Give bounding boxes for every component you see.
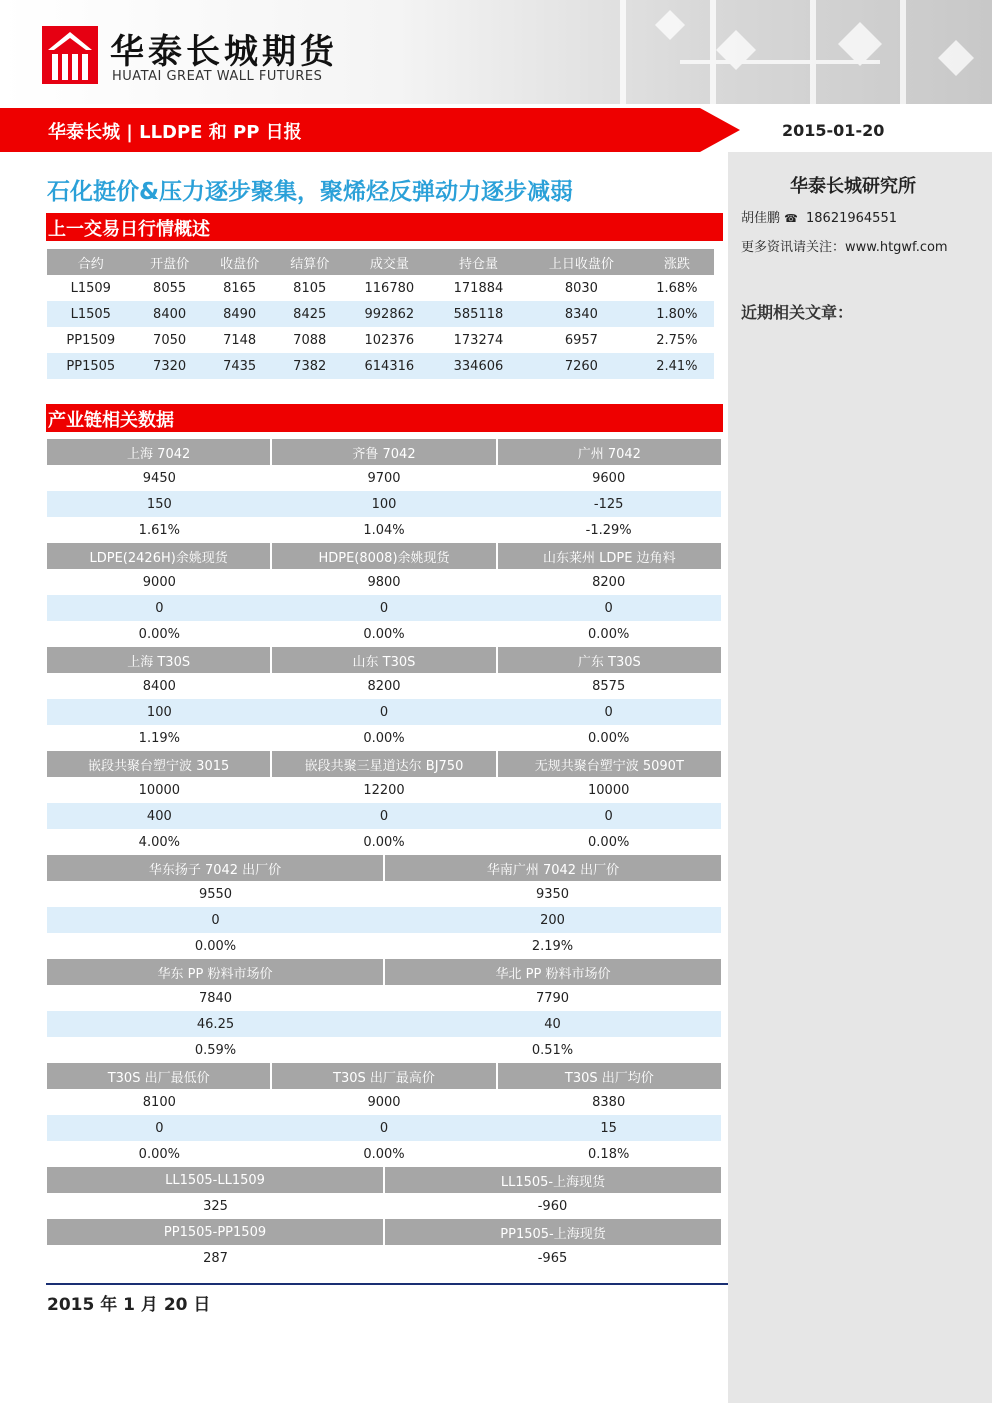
block-header: T30S 出厂均价 [564, 1070, 654, 1086]
block-header-row [47, 855, 721, 881]
table-cell: 7148 [223, 332, 257, 348]
block-cell: 150 [146, 496, 172, 512]
block-header-row [47, 1167, 721, 1193]
block-cell: 40 [544, 1016, 561, 1032]
author-name: 胡佳鹏 [741, 211, 781, 226]
block-header-row [47, 959, 721, 985]
block-cell: 0.00% [138, 1146, 180, 1162]
block-cell: 9000 [367, 1094, 401, 1110]
section-title: 产业链相关数据 [48, 410, 174, 431]
column-header: 开盘价 [135, 249, 205, 275]
block-cell: 0 [604, 704, 613, 720]
block-cell: 287 [203, 1250, 228, 1266]
table-cell: 8340 [523, 301, 640, 327]
block-header-row [47, 1219, 721, 1245]
block-cell: 12200 [363, 782, 405, 798]
table-row [47, 275, 714, 301]
related-articles-heading: 近期相关文章： [741, 303, 854, 322]
block-data-row [47, 1115, 721, 1141]
block-cell: 0.59% [194, 1042, 237, 1058]
block-header: 广东 T30S [577, 654, 641, 670]
block-header: 华东扬子 7042 出厂价 [47, 855, 385, 881]
block-header-row [47, 751, 721, 777]
column-header: 收盘价 [205, 249, 275, 275]
block-header: 嵌段共聚台塑宁波 3015 [47, 751, 272, 777]
block-header: LL1505-LL1509 [47, 1167, 385, 1193]
block-header: 广州 7042 [577, 446, 641, 462]
block-cell: 1.04% [363, 522, 405, 538]
author-line [741, 207, 897, 226]
block-data-row [47, 1193, 721, 1219]
block-header: T30S 出厂最低价 [47, 1063, 272, 1089]
headline: 石化挺价&压力逐步聚集，聚烯烃反弹动力逐步减弱 [47, 179, 574, 205]
block-cell: 0 [379, 1120, 389, 1136]
block-header-row [47, 647, 721, 673]
block-data-row [47, 777, 721, 803]
block-data-row [47, 1245, 721, 1271]
table-cell: 1.80% [640, 301, 714, 327]
block-cell: -960 [537, 1198, 568, 1214]
column-header: 结算价 [275, 249, 345, 275]
block-cell: 1.19% [138, 730, 180, 746]
section-market-overview-bar [46, 213, 723, 241]
block-data-row [47, 595, 721, 621]
table-cell: 8030 [564, 280, 598, 296]
block-cell: 0.00% [588, 834, 630, 850]
table-cell: 7382 [275, 353, 345, 379]
more-info: 更多资讯请关注：www.htgwf.com [741, 240, 948, 255]
table-row [47, 327, 714, 353]
report-title: 华泰长城 | LLDPE 和 PP 日报 [48, 122, 302, 143]
block-data-row [47, 569, 721, 595]
block-header: 山东 T30S [272, 647, 497, 673]
block-cell: 9350 [535, 886, 570, 902]
block-cell: 0.00% [363, 834, 405, 850]
block-cell: 325 [203, 1198, 228, 1214]
block-header: 齐鲁 7042 [272, 439, 497, 465]
table-cell: 2.75% [656, 332, 698, 348]
table-cell: 8165 [223, 280, 257, 296]
column-header: 涨跌 [640, 249, 714, 275]
block-data-row [47, 517, 721, 543]
table-cell: L1509 [70, 280, 111, 296]
table-cell: 6957 [564, 332, 598, 348]
block-data-row [47, 1037, 721, 1063]
column-header: 上日收盘价 [523, 249, 640, 275]
block-cell: 0 [604, 600, 613, 616]
table-cell: 992862 [345, 301, 434, 327]
section-industry-chain-bar [46, 404, 723, 432]
table-cell: 102376 [364, 332, 415, 348]
block-data-row [47, 1011, 721, 1037]
block-cell: 0 [379, 808, 389, 824]
table-cell: 171884 [453, 280, 504, 296]
table-cell: 7260 [523, 353, 640, 379]
table-cell: 173274 [453, 332, 504, 348]
block-header: 上海 7042 [47, 439, 272, 465]
block-data-row [47, 1141, 721, 1167]
logo-name-en: HUATAI GREAT WALL FUTURES [112, 69, 323, 84]
block-cell: 8380 [592, 1094, 626, 1110]
block-header-row [47, 1063, 721, 1089]
table-cell: 614316 [345, 353, 434, 379]
block-data-row [47, 491, 721, 517]
block-cell: 46.25 [196, 1016, 235, 1032]
block-cell: 9550 [198, 886, 233, 902]
block-cell: 0 [211, 912, 220, 928]
column-header: 持仓量 [434, 249, 523, 275]
block-header: 华东 PP 粉料市场价 [47, 959, 385, 985]
block-cell: 10000 [138, 782, 181, 798]
table-cell: 8105 [293, 280, 327, 296]
block-cell: -1.29% [585, 522, 632, 538]
header [0, 0, 992, 104]
block-cell: 0 [155, 600, 164, 616]
table-cell: 585118 [434, 301, 523, 327]
block-header: 嵌段共聚三星道达尔 BJ750 [272, 751, 497, 777]
block-cell: 8100 [142, 1094, 176, 1110]
industry-chain-grid [47, 439, 721, 1271]
block-cell: 9450 [142, 470, 176, 486]
block-cell: 100 [146, 704, 172, 720]
block-header: HDPE(8008)余姚现货 [272, 543, 497, 569]
section-title: 上一交易日行情概述 [48, 219, 210, 240]
table-cell: 8490 [205, 301, 275, 327]
block-data-row [47, 725, 721, 751]
block-header-row [47, 439, 721, 465]
footer-divider [46, 1283, 728, 1285]
block-cell: 9600 [592, 470, 626, 486]
logo-name-cn: 华泰长城期货 [110, 32, 338, 72]
table-cell: PP1509 [66, 332, 116, 348]
block-header: PP1505-PP1509 [47, 1219, 385, 1245]
block-cell: 0 [155, 1120, 164, 1136]
footer-date: 2015 年 1 月 20 日 [47, 1295, 211, 1315]
block-cell: 100 [371, 496, 397, 512]
block-header: 无规共聚台塑宁波 5090T [534, 758, 684, 774]
block-cell: 0.00% [194, 938, 237, 954]
table-cell: PP1505 [47, 353, 135, 379]
block-cell: 0.00% [363, 626, 405, 642]
table-cell: 7088 [293, 332, 327, 348]
institute-name: 华泰长城研究所 [790, 176, 916, 197]
block-cell: 9800 [367, 574, 401, 590]
block-cell: 8200 [367, 678, 401, 694]
block-cell: 7790 [535, 990, 570, 1006]
header-decoration [560, 0, 992, 104]
block-cell: 7840 [198, 990, 233, 1006]
block-data-row [47, 985, 721, 1011]
table-cell: 7435 [205, 353, 275, 379]
block-cell: 0.00% [588, 626, 630, 642]
table-cell: 8055 [153, 280, 187, 296]
table-cell: L1505 [47, 301, 135, 327]
block-cell: 0 [604, 808, 613, 824]
block-cell: 0.00% [363, 730, 405, 746]
block-cell: 8575 [592, 678, 626, 694]
block-cell: 0.00% [363, 1146, 405, 1162]
table-cell: 7050 [153, 332, 187, 348]
table-row [47, 301, 714, 327]
block-cell: 200 [540, 912, 565, 928]
column-header: 合约 [47, 249, 135, 275]
block-cell: 0.00% [138, 626, 180, 642]
block-data-row [47, 621, 721, 647]
table-cell: 8425 [275, 301, 345, 327]
block-cell: 0.51% [531, 1042, 574, 1058]
block-header: LDPE(2426H)余姚现货 [47, 543, 272, 569]
block-header: 上海 T30S [47, 647, 272, 673]
table-cell: 8400 [135, 301, 205, 327]
block-header: 华北 PP 粉料市场价 [495, 966, 611, 982]
column-header: 成交量 [345, 249, 434, 275]
phone-icon: ☎ [784, 212, 798, 225]
block-cell: 0.18% [588, 1146, 630, 1162]
table-cell: 334606 [434, 353, 523, 379]
block-data-row [47, 803, 721, 829]
report-date: 2015-01-20 [782, 121, 885, 140]
sidebar [728, 152, 992, 1403]
block-cell: 2.19% [531, 938, 574, 954]
block-cell: 4.00% [138, 834, 180, 850]
block-cell: 400 [146, 808, 172, 824]
block-cell: -965 [537, 1250, 568, 1266]
author-phone: 18621964551 [806, 211, 897, 226]
block-cell: 8400 [142, 678, 176, 694]
block-header: 华南广州 7042 出厂价 [486, 862, 620, 878]
block-cell: 15 [600, 1120, 617, 1136]
block-cell: -125 [593, 496, 624, 512]
block-cell: 8200 [592, 574, 626, 590]
block-data-row [47, 673, 721, 699]
block-data-row [47, 881, 721, 907]
block-cell: 9000 [142, 574, 176, 590]
huatai-logo-icon [42, 26, 98, 84]
block-cell: 0 [379, 704, 389, 720]
block-cell: 0 [379, 600, 389, 616]
block-header: PP1505-上海现货 [500, 1226, 606, 1242]
table-cell: 2.41% [640, 353, 714, 379]
block-header-row [47, 543, 721, 569]
market-overview-table [47, 249, 714, 379]
block-data-row [47, 465, 721, 491]
block-header: LL1505-上海现货 [500, 1174, 606, 1190]
block-data-row [47, 829, 721, 855]
table-cell: 116780 [364, 280, 415, 296]
block-header: 山东莱州 LDPE 边角料 [543, 550, 676, 566]
table-row [47, 353, 714, 379]
block-cell: 1.61% [138, 522, 180, 538]
block-header: T30S 出厂最高价 [272, 1063, 497, 1089]
block-cell: 0.00% [588, 730, 630, 746]
table-cell: 7320 [135, 353, 205, 379]
block-cell: 10000 [588, 782, 630, 798]
table-cell: 1.68% [656, 280, 698, 296]
block-data-row [47, 1089, 721, 1115]
block-data-row [47, 699, 721, 725]
block-data-row [47, 907, 721, 933]
block-cell: 9700 [367, 470, 401, 486]
block-data-row [47, 933, 721, 959]
